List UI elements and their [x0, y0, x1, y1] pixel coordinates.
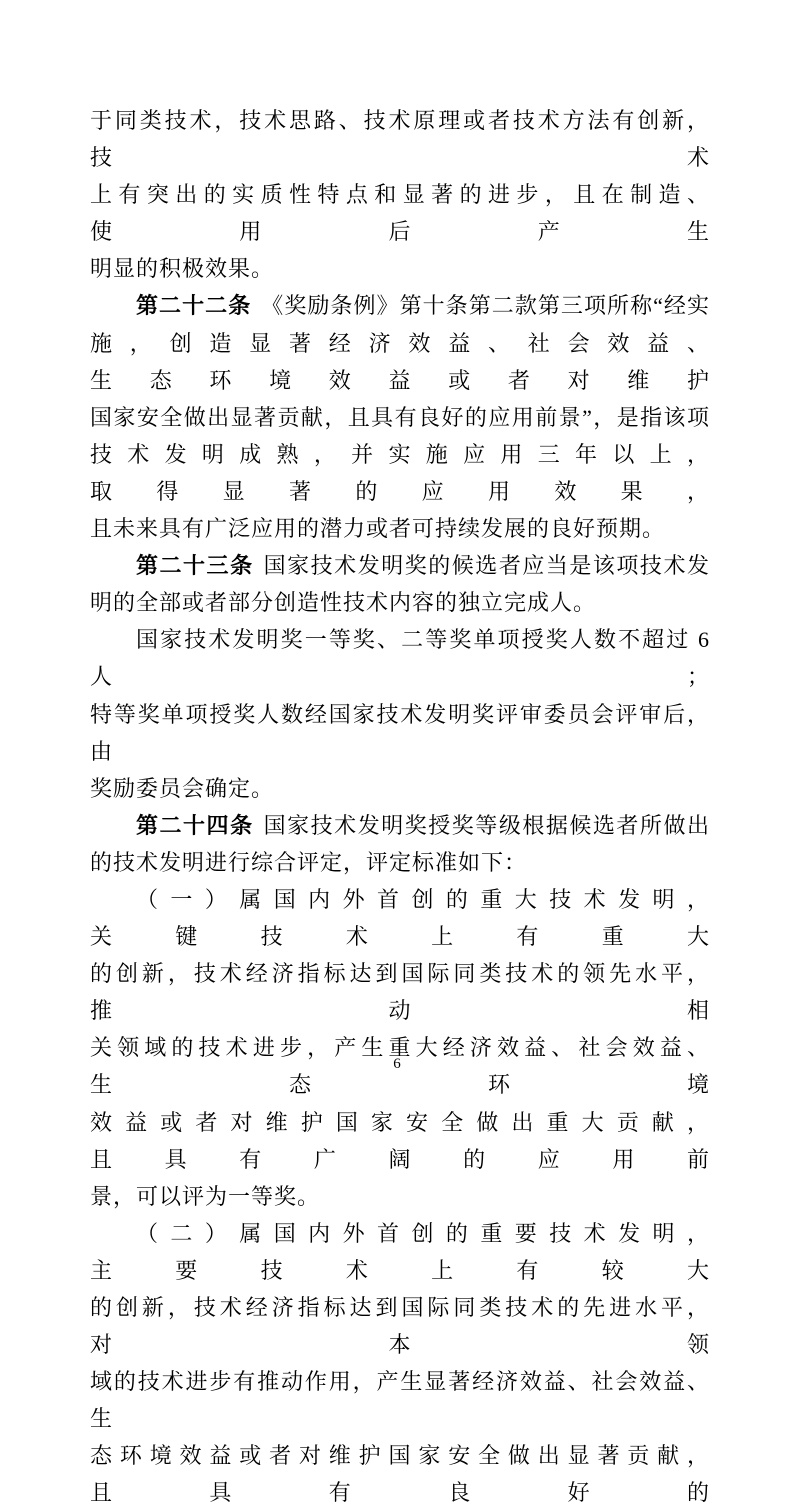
page-number: 6 — [393, 1056, 401, 1072]
text-line: （一）属国内外首创的重大技术发明，关键技术上有重大 — [90, 886, 710, 950]
text-line: 的创新，技术经济指标达到国际同类技术的领先水平，推动相 — [90, 961, 710, 1024]
text-line — [90, 287, 710, 324]
text-line: 态环境效益或者对维护国家安全做出显著贡献，且具有良好的 — [90, 1443, 710, 1506]
text-line: 的创新，技术经济指标达到国际同类技术的先进水平，对本领 — [90, 1295, 710, 1358]
article-number-23: 第二十三条 — [136, 553, 254, 579]
text-line: 上有突出的实质性特点和显著的进步，且在制造、使用后产生 — [90, 182, 710, 245]
text-line: 技术发明成熟，并实施应用三年以上，取得显著的应用效果， — [90, 441, 710, 504]
text-line: 且未来具有广泛应用的潜力或者可持续发展的良好预期。 — [90, 516, 666, 542]
text-line: 施，创造显著经济效益、社会效益、生态环境效益或者对维护 — [90, 330, 710, 393]
text-line-rest: 国家技术发明奖授奖等级根据候选者所做出 — [263, 812, 710, 838]
text-line-rest: 国家技术发明奖的候选者应当是该项技术发 — [263, 553, 710, 579]
text-line: 景，可以评为一等奖。 — [90, 1183, 321, 1209]
text-line: 国家技术发明奖一等奖、二等奖单项授奖人数不超过 6 人； — [90, 627, 710, 690]
text-line: 效益或者对维护国家安全做出重大贡献，且具有广阔的应用前 — [90, 1109, 710, 1172]
text-line — [90, 807, 710, 844]
text-line: 域的技术进步有推动作用，产生显著经济效益、社会效益、生 — [90, 1369, 710, 1432]
text-line: 关领域的技术进步，产生重大经济效益、社会效益、生态环境 — [90, 1035, 710, 1098]
text-line: 明显的积极效果。 — [90, 256, 275, 282]
text-line: 于同类技术，技术思路、技术原理或者技术方法有创新，技术 — [90, 108, 710, 171]
text-line-rest: 《奖励条例》第十条第二款第三项所称“经实 — [261, 293, 710, 319]
text-line: 奖励委员会确定。 — [90, 775, 275, 801]
text-line: 的技术发明进行综合评定，评定标准如下： — [90, 849, 528, 875]
text-line — [90, 547, 710, 584]
article-number-22: 第二十二条 — [136, 293, 252, 319]
page-body-text — [90, 102, 710, 1512]
text-line: 明的全部或者部分创造性技术内容的独立完成人。 — [90, 590, 597, 616]
article-number-24: 第二十四条 — [136, 812, 254, 838]
text-line: 特等奖单项授奖人数经国家技术发明奖评审委员会评审后，由 — [90, 701, 710, 764]
text-line: 国家安全做出显著贡献，且具有良好的应用前景”，是指该项 — [90, 404, 710, 430]
text-line: （二）属国内外首创的重要技术发明，主要技术上有较大 — [90, 1220, 710, 1283]
